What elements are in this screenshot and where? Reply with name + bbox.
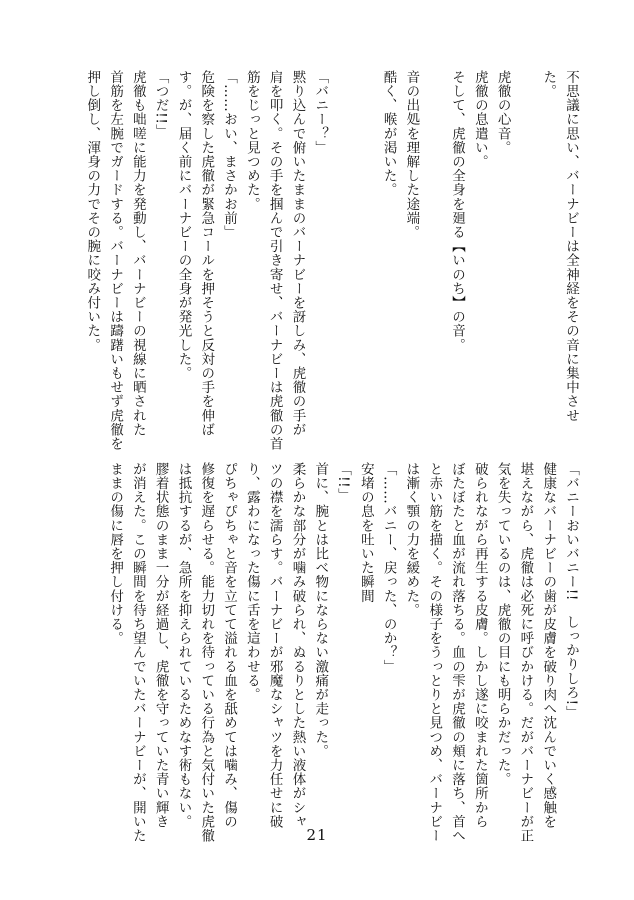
text-line: 筋をじっと見つめた。	[243, 70, 260, 211]
text-line: 「……バニー、戻った、のか？」	[380, 462, 397, 674]
text-line	[354, 70, 377, 410]
text-line: 膠着状態のまま一分が経過し、虎徹を守っていた青い輝き	[152, 462, 169, 829]
page-number: 21	[306, 826, 328, 844]
text-line: は抵抗するが、急所を抑えられているためなす術もない。	[175, 462, 192, 829]
text-line: 破られながら再生する皮膚。しかし遂に咬まれた箇所から	[471, 462, 488, 829]
text-line: た。	[540, 70, 557, 99]
text-line: 不思議に思い、バーナビーは全神経をその音に集中させ	[563, 70, 579, 423]
text-line: 柔らかな部分が噛み破られ、ぬるりとした熱い液体がシャ	[289, 462, 306, 829]
text-line: 安堵の息を吐いた瞬間	[357, 462, 374, 603]
text-line: ツの襟を濡らす。バーナビーが邪魔なシャツを力任せに破	[266, 462, 283, 829]
text-line: ぼたぼたと血が流れ落ちる。血の雫が虎徹の頬に落ち、首へ	[449, 462, 466, 843]
text-line: と赤い筋を描く。その様子をうっとりと見つめ、バーナビー	[426, 462, 443, 843]
text-line: 肩を叩く。その手を掴んで引き寄せ、バーナビーは虎徹の首	[266, 70, 283, 451]
text-line: 黙り込んで俯いたままのバーナビーを訝しみ、虎徹の手が	[289, 70, 306, 437]
text-line: 音の出処を理解した途端。	[403, 70, 420, 240]
upper-text-block	[62, 70, 582, 451]
text-line: 危険を察した虎徹が緊急コールを押そうと反対の手を伸ば	[198, 70, 215, 437]
text-line: 「!!」	[335, 462, 352, 503]
text-line	[422, 70, 445, 410]
text-line: 首に、腕とは比べ物にならない激痛が走った。	[312, 462, 329, 759]
text-line: 修復を遅らせる。能力切れを待っている行為と気付いた虎徹	[198, 462, 215, 843]
text-line: ぴちゃぴちゃと音を立てて溢れる血を舐めては噛み、傷の	[221, 462, 238, 829]
text-line: 虎徹の息遣い。	[471, 70, 488, 169]
text-line: は漸く顎の力を緩めた。	[403, 462, 420, 618]
text-line: そして、虎徹の全身を廻る【いのち】の音。	[449, 70, 466, 352]
text-line: 「……おい、まさかお前」	[221, 70, 238, 240]
text-line: 「つだ!!」	[152, 70, 169, 139]
text-line: 気を失っているのは、虎徹の目にも明らかだった。	[494, 462, 511, 787]
text-line: 健康なバーナビーの歯が皮膚を破り肉へ沈んでいく感触を	[540, 462, 557, 829]
text-line: す。が、届く前にバーナビーの全身が発光した。	[175, 70, 192, 381]
text-line: が消えた。この瞬間を待ち望んでいたバーナビーが、開いた	[129, 462, 146, 843]
text-line: 「バニー？」	[312, 70, 329, 155]
text-line: 押し倒し、渾身の力でその腕に咬み付いた。	[84, 70, 101, 352]
text-line: 酷く、喉が渇いた。	[380, 70, 397, 197]
text-line: ままの傷に唇を押し付ける。	[107, 462, 124, 646]
text-line: 虎徹も咄嗟に能力を発動し、バーナビーの視線に晒された	[129, 70, 146, 437]
text-line	[331, 70, 354, 410]
text-line: 首筋を左腕でガードする。バーナビーは躊躇いもせず虎徹を	[107, 70, 124, 451]
text-line: り、露わになった傷に舌を這わせる。	[243, 462, 260, 702]
text-line: 虎徹の心音。	[494, 70, 511, 155]
text-line: 堪えながら、虎徹は必死に呼びかける。だがバーナビーが正	[517, 462, 534, 843]
text-line: 「バニーおいバニー!! しっかりしろ!」	[563, 462, 579, 720]
text-line	[514, 70, 537, 410]
